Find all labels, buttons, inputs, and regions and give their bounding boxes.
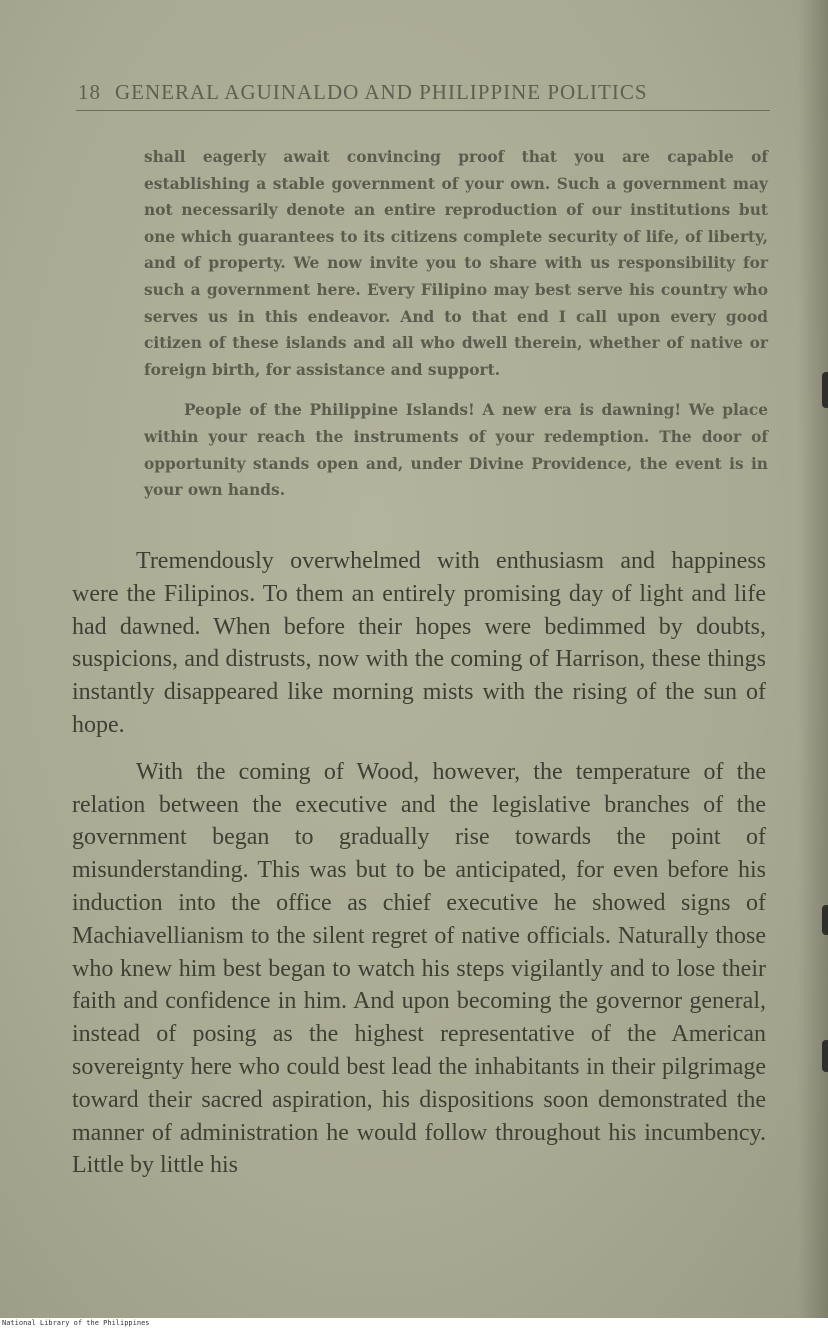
- running-title: GENERAL AGUINALDO AND PHILIPPINE POLITICS: [115, 80, 648, 104]
- quote-paragraph: shall eagerly await convincing proof that you are capable of establishing a stable government of your own. Such a government may not necessarily denote an entire reproduction of our institutions but one which guarantees to its citizens complete security of life, of liberty, and of property. We now invite you to share with us responsibility for such a government here. Every Filipino may best serve his country who serves us in this endeavor. And to that end I call upon every good citizen of these islands and all who dwell therein, whether of native or foreign birth, for assistance and support.: [144, 148, 768, 379]
- page-edge-shadow: [798, 0, 828, 1318]
- body-paragraph: Tremendously overwhelmed with enthusiasm and happiness were the Filipinos. To them an entirely promising day of light and life had dawned. When before their hopes were bedimmed by doubts, suspicions, and distrusts, now with the coming of Harrison, these things instantly disappeared like morning mists with the rising of the sun of hope.: [72, 548, 766, 738]
- quote-paragraph: People of the Philippine Islands! A new era is dawning! We place within your reach the instruments of your redemption. The door of opportunity stands open and, under Divine Providence, the event is in your own hands.: [144, 401, 768, 500]
- header-rule: [76, 110, 770, 111]
- library-credit: National Library of the Philippines: [2, 1319, 150, 1327]
- page-tab-mark: [822, 1040, 828, 1072]
- body-text: [72, 545, 766, 1196]
- body-paragraph: With the coming of Wood, however, the temperature of the relation between the executive and the legislative branches of the government began to gradually rise towards the point of misunderstanding. This was but to be anticipated, for even before his induction into the office as chief executive he showed signs of Machiavellianism to the silent regret of native officials. Naturally those who knew him best began to watch his steps vigilantly and to lose their faith and confidence in him. And upon becoming the governor general, instead of posing as the highest representative of the American sovereignty here who could best lead the inhabitants in their pilgrimage toward their sacred aspiration, his dispositions soon demonstrated the manner of administration he would follow throughout his incumbency. Little by little his: [72, 758, 766, 1179]
- page-number: 18: [78, 80, 101, 104]
- page-tab-mark: [822, 905, 828, 935]
- running-header: [78, 80, 758, 105]
- page-tab-mark: [822, 372, 828, 408]
- quoted-proclamation: [144, 144, 768, 518]
